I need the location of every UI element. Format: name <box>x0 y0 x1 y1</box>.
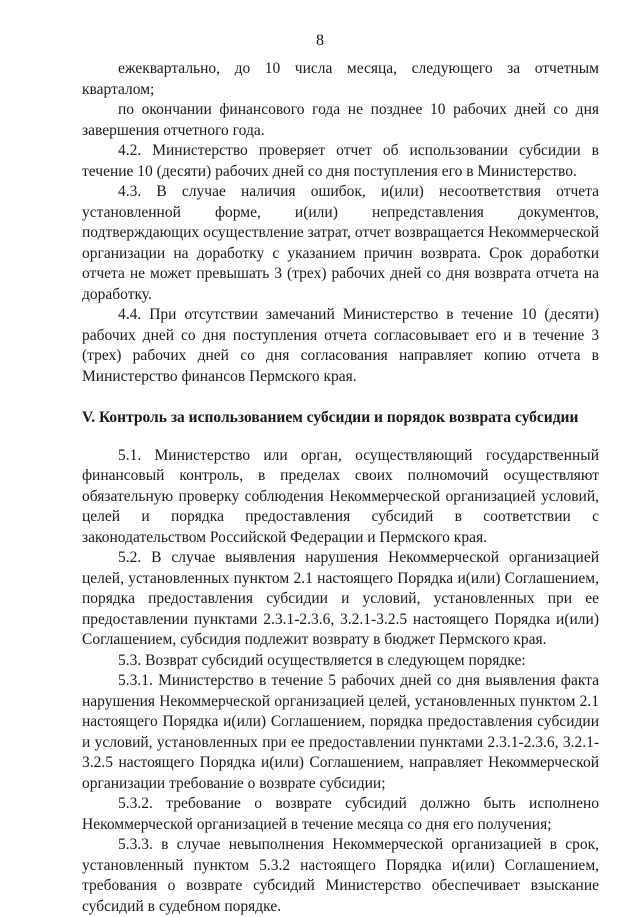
paragraph-4-3: 4.3. В случае наличия ошибок, и(или) несоответствия отчета установленной форме, и(или) непредставления документов, подтверждающих осуществление затрат, отчет возвращается Некоммерческой организации на доработку с указанием причин возврата. Срок доработки отчета не может превышать 3 (трех) рабочих дней со дня возврата отчета на доработку. <box>82 183 599 303</box>
page-number: 8 <box>316 32 324 49</box>
paragraph-5-3-3: 5.3.3. в случае невыполнения Некоммерческой организацией в срок, установленный пунктом 5.3.2 настоящего Порядка и(или) Соглашением, требования о возврате субсидий Министерство обеспечивает взыскание субсидий в судебном порядке. <box>82 836 599 915</box>
paragraph-4-4: 4.4. При отсутствии замечаний Министерство в течение 10 (десяти) рабочих дней со дня поступления отчета согласовывает его и в течение 3 (трех) рабочих дней со дня согласования направляет копию отчета в Министерство финансов Пермского края. <box>82 306 599 385</box>
paragraph-4-1-quarterly: ежеквартально, до 10 числа месяца, следующего за отчетным кварталом; <box>82 60 599 98</box>
paragraph-4-2: 4.2. Министерство проверяет отчет об использовании субсидии в течение 10 (десяти) рабочих дней со дня поступления его в Министерство. <box>82 142 599 180</box>
paragraph-4-1-annual: по окончании финансового года не позднее 10 рабочих дней со дня завершения отчетного года. <box>82 101 599 139</box>
paragraph-5-3-2: 5.3.2. требование о возврате субсидий должно быть исполнено Некоммерческой организацией в течение месяца со дня его получения; <box>82 795 599 833</box>
section-5-heading: V. Контроль за использованием субсидии и порядок возврата субсидии <box>82 409 579 426</box>
paragraph-5-3-1: 5.3.1. Министерство в течение 5 рабочих дней со дня выявления факта нарушения Некоммерческой организацией целей, установленных пунктом 2.1 настоящего Порядка и(или) Соглашением, порядка предоставления субсидии и условий, установленных при ее предоставлении пунктами 2.3.1-2.3.6, 3.2.1-3.2.5 настоящего Порядка и(или) Соглашением, направляет Некоммерческой организации требование о возврате субсидии; <box>82 672 599 792</box>
paragraph-5-2: 5.2. В случае выявления нарушения Некоммерческой организацией целей, установленных пунктом 2.1 настоящего Порядка и(или) Соглашением, порядка предоставления субсидии и условий, установленных при ее предоставлении пунктами 2.3.1-2.3.6, 3.2.1-3.2.5 настоящего Порядка и(или) Соглашением, субсидия подлежит возврату в бюджет Пермского края. <box>82 549 599 648</box>
paragraph-5-1: 5.1. Министерство или орган, осуществляющий государственный финансовый контроль, в пределах своих полномочий осуществляют обязательную проверку соблюдения Некоммерческой организацией условий, целей и порядка предоставления субсидий в соответствии с законодательством Российской Федерации и Пермского края. <box>82 446 599 546</box>
document-body <box>82 59 599 917</box>
paragraph-5-3: 5.3. Возврат субсидий осуществляется в следующем порядке: <box>118 651 526 669</box>
